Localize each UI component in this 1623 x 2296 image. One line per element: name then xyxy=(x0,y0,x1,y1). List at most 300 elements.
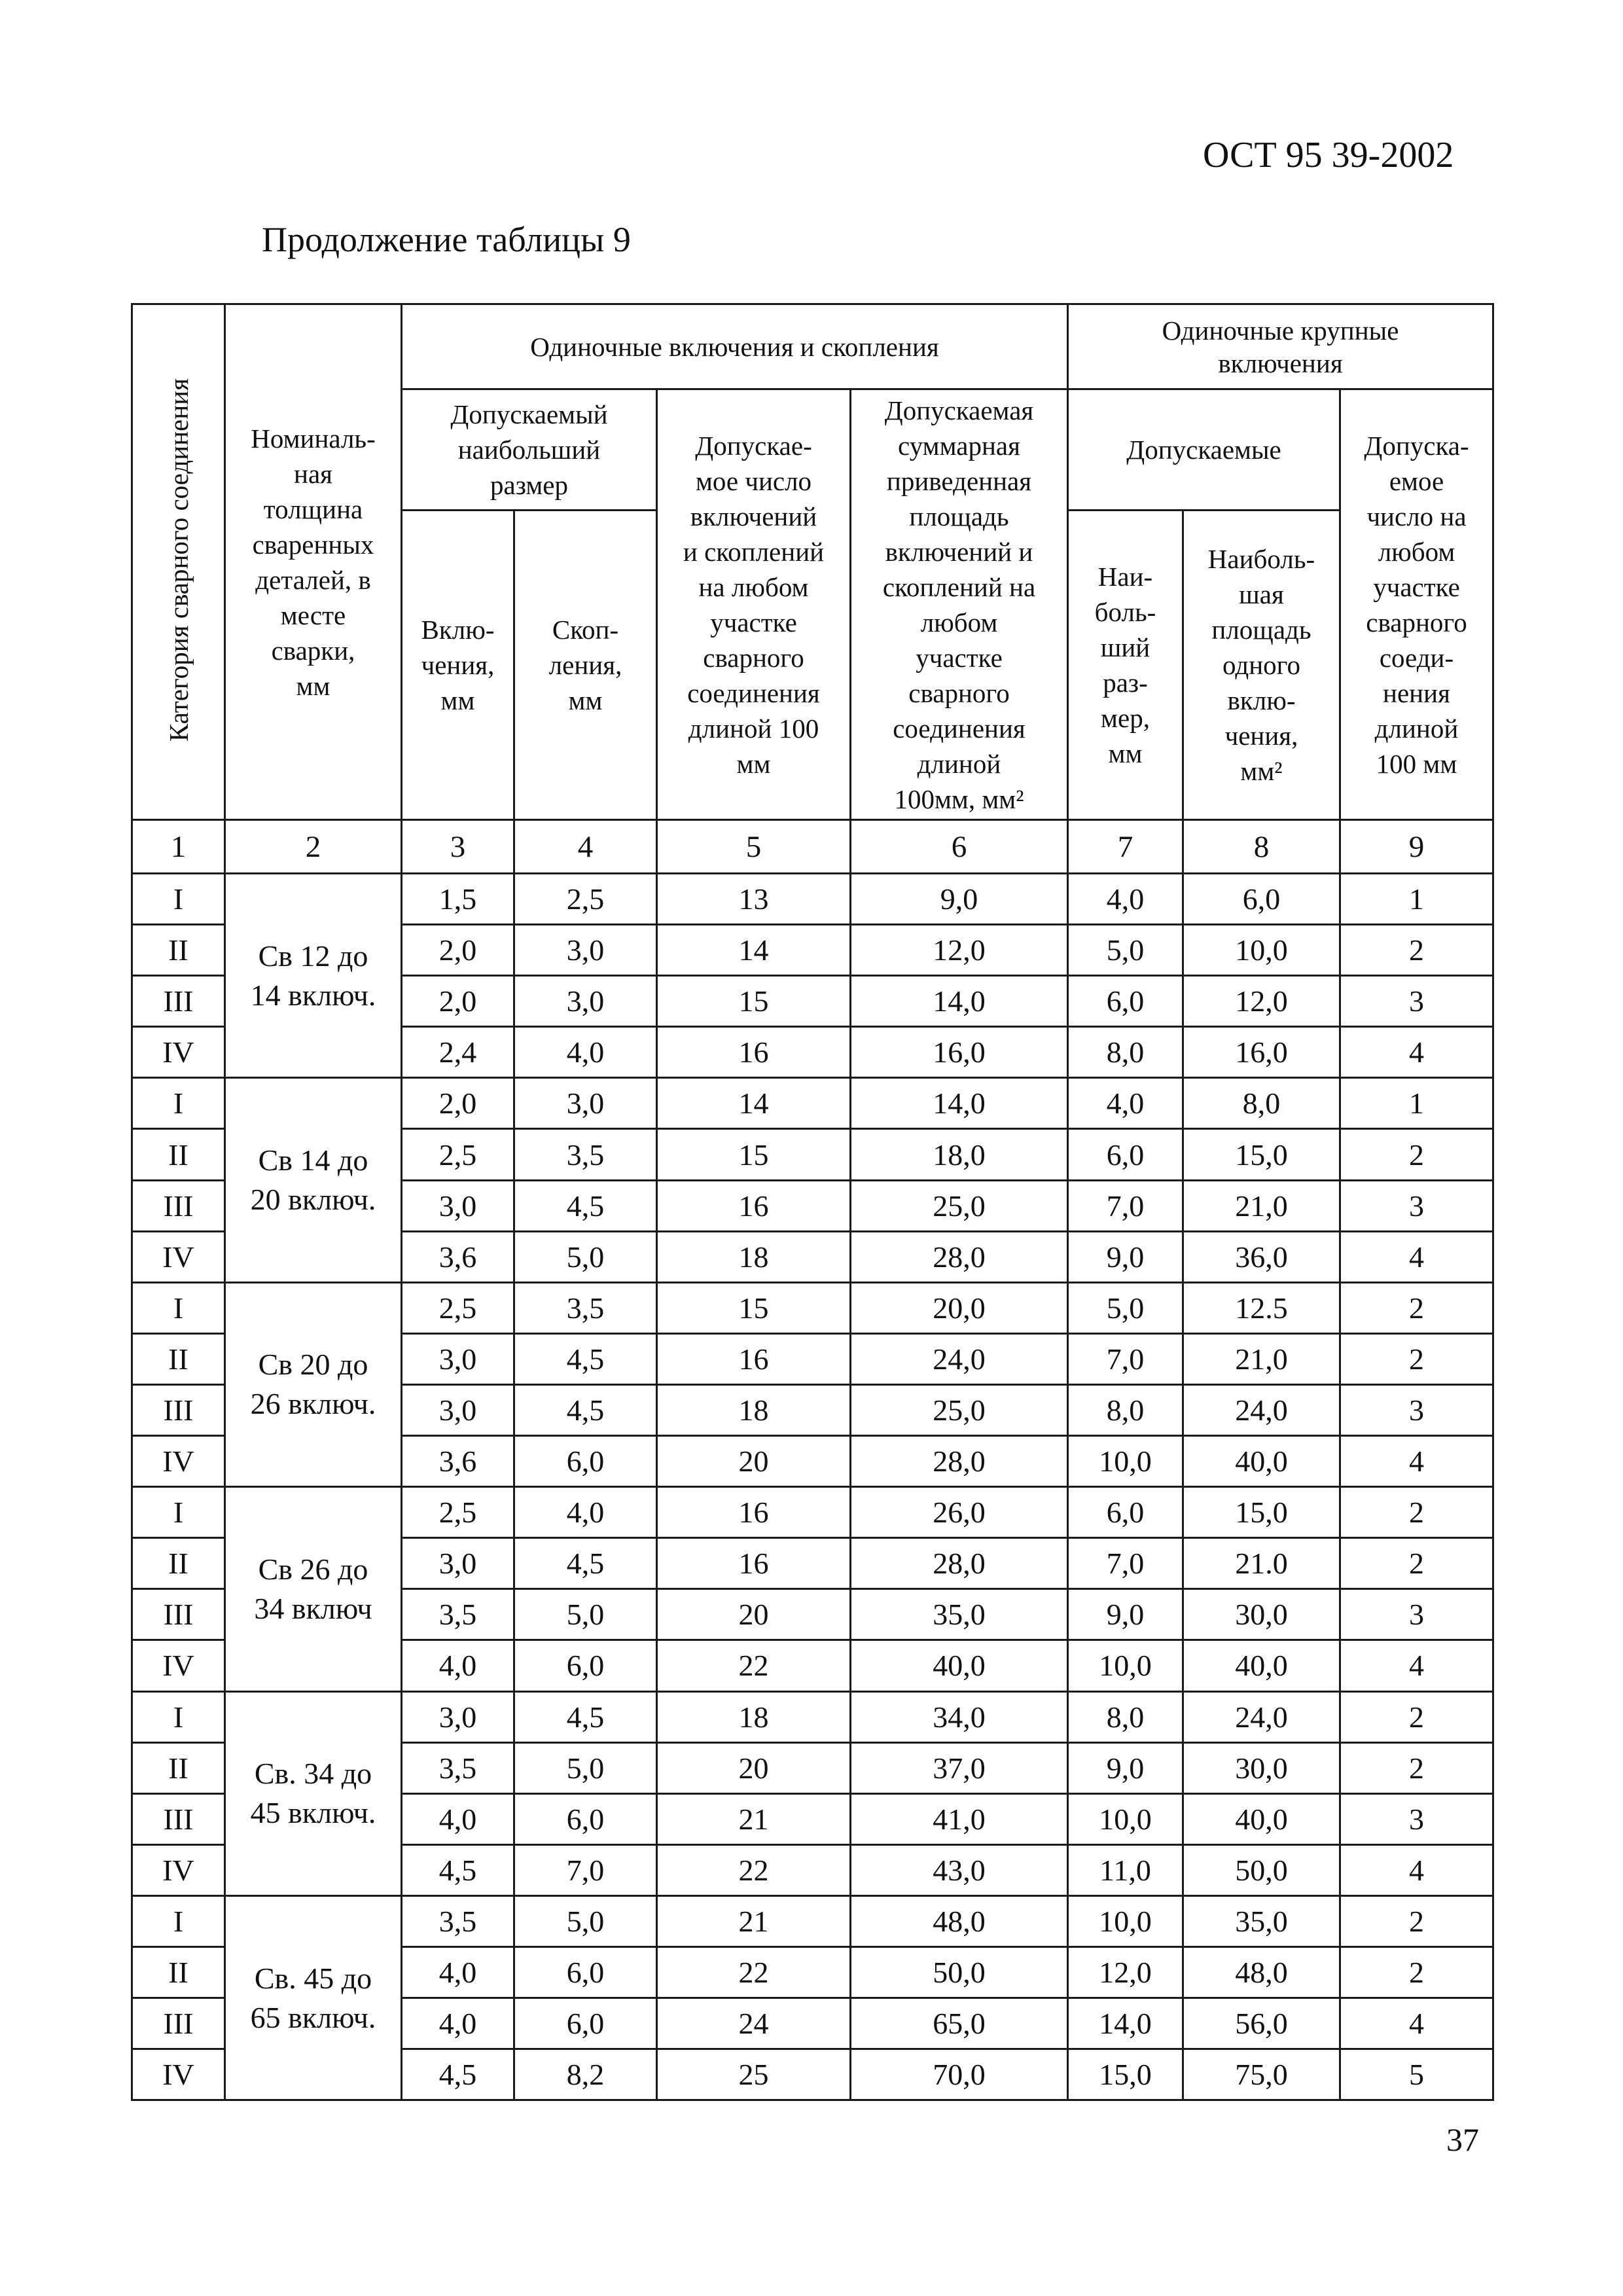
header-line: ления, xyxy=(548,650,622,680)
category-cell: II xyxy=(132,925,225,976)
large-area-cell: 15,0 xyxy=(1183,1129,1340,1180)
large-area-cell: 40,0 xyxy=(1183,1793,1340,1844)
cluster-size-cell: 4,5 xyxy=(514,1180,657,1231)
header-line: приведенная xyxy=(886,465,1032,496)
header-line: и скоплений xyxy=(683,536,825,567)
inclusion-size-cell: 2,0 xyxy=(402,976,514,1027)
header-line: мое число xyxy=(695,465,812,496)
cluster-size-cell: 4,5 xyxy=(514,1691,657,1742)
header-line: соединения xyxy=(893,713,1026,744)
table-row xyxy=(132,1078,1493,1129)
header-line: участке xyxy=(1373,571,1460,602)
thickness-line: 45 включ. xyxy=(250,1796,376,1830)
large-count-cell: 2 xyxy=(1340,1129,1493,1180)
header-line: 100мм, мм² xyxy=(894,783,1024,814)
total-area-cell: 28,0 xyxy=(851,1538,1068,1589)
large-area-cell: 21,0 xyxy=(1183,1333,1340,1384)
inclusion-size-cell: 3,6 xyxy=(402,1436,514,1487)
table-row xyxy=(132,1282,1493,1333)
category-cell: I xyxy=(132,1691,225,1742)
count-cell: 20 xyxy=(657,1742,851,1793)
header-line: мм xyxy=(568,685,603,715)
thickness-range xyxy=(225,1895,402,2100)
category-cell: I xyxy=(132,1895,225,1946)
large-size-cell: 15,0 xyxy=(1068,2049,1183,2100)
total-area-cell: 28,0 xyxy=(851,1231,1068,1282)
table-row xyxy=(132,1895,1493,1946)
thickness-range xyxy=(225,874,402,1078)
category-cell: III xyxy=(132,1793,225,1844)
header-line: сварного xyxy=(1366,607,1467,637)
inclusion-size-cell: 3,5 xyxy=(402,1895,514,1946)
header-line: площадь xyxy=(1211,615,1311,645)
table-row xyxy=(132,1691,1493,1742)
large-count-cell: 1 xyxy=(1340,874,1493,925)
header-inclusions xyxy=(402,511,514,820)
count-cell: 18 xyxy=(657,1384,851,1435)
inclusion-size-cell: 2,5 xyxy=(402,1282,514,1333)
header-large-group xyxy=(1068,304,1493,389)
category-cell: IV xyxy=(132,1844,225,1895)
total-area-cell: 28,0 xyxy=(851,1436,1068,1487)
category-cell: III xyxy=(132,1180,225,1231)
category-cell: III xyxy=(132,1589,225,1640)
total-area-cell: 14,0 xyxy=(851,976,1068,1027)
inclusion-size-cell: 4,5 xyxy=(402,1844,514,1895)
count-cell: 16 xyxy=(657,1487,851,1538)
header-line: вклю- xyxy=(1227,685,1296,715)
cluster-size-cell: 4,5 xyxy=(514,1333,657,1384)
table-row xyxy=(132,874,1493,925)
cluster-size-cell: 5,0 xyxy=(514,1895,657,1946)
inclusion-size-cell: 4,0 xyxy=(402,1998,514,2049)
inclusion-size-cell: 2,0 xyxy=(402,1078,514,1129)
large-size-cell: 8,0 xyxy=(1068,1384,1183,1435)
thickness-line: 14 включ. xyxy=(250,978,376,1012)
header-line: суммарная xyxy=(898,430,1020,461)
large-size-cell: 9,0 xyxy=(1068,1589,1183,1640)
header-line: мм xyxy=(736,748,771,779)
header-line: Вклю- xyxy=(421,615,495,645)
header-line: Наи- xyxy=(1097,562,1153,592)
column-number: 2 xyxy=(225,820,402,874)
count-cell: 22 xyxy=(657,1640,851,1691)
total-area-cell: 41,0 xyxy=(851,1793,1068,1844)
header-line: размер xyxy=(490,470,568,500)
large-area-cell: 75,0 xyxy=(1183,2049,1340,2100)
header-line: сварного xyxy=(703,642,804,673)
count-cell: 16 xyxy=(657,1538,851,1589)
header-line: мм² xyxy=(1240,756,1283,786)
large-count-cell: 2 xyxy=(1340,1538,1493,1589)
category-cell: III xyxy=(132,1998,225,2049)
large-area-cell: 16,0 xyxy=(1183,1027,1340,1078)
inclusion-size-cell: 3,6 xyxy=(402,1231,514,1282)
header-category-label: Категория сварного соединения xyxy=(163,378,194,742)
large-area-cell: 15,0 xyxy=(1183,1487,1340,1538)
large-count-cell: 3 xyxy=(1340,976,1493,1027)
header-line: 100 мм xyxy=(1376,748,1457,779)
large-area-cell: 8,0 xyxy=(1183,1078,1340,1129)
count-cell: 20 xyxy=(657,1436,851,1487)
inclusion-size-cell: 3,5 xyxy=(402,1742,514,1793)
large-size-cell: 8,0 xyxy=(1068,1027,1183,1078)
count-cell: 14 xyxy=(657,925,851,976)
large-size-cell: 11,0 xyxy=(1068,1844,1183,1895)
header-line: число на xyxy=(1366,501,1467,531)
cluster-size-cell: 8,2 xyxy=(514,2049,657,2100)
header-single-group: Одиночные включения и скопления xyxy=(402,304,1068,389)
large-size-cell: 10,0 xyxy=(1068,1895,1183,1946)
large-count-cell: 5 xyxy=(1340,2049,1493,2100)
thickness-line: 34 включ xyxy=(254,1591,372,1625)
thickness-line: Св. 45 до xyxy=(254,1961,372,1995)
large-area-cell: 40,0 xyxy=(1183,1640,1340,1691)
thickness-line: 65 включ. xyxy=(250,2000,376,2034)
header-large-count xyxy=(1340,389,1493,820)
large-size-cell: 4,0 xyxy=(1068,874,1183,925)
header-line: деталей, в xyxy=(255,564,371,595)
header-line: Одиночные крупные xyxy=(1162,315,1399,346)
count-cell: 16 xyxy=(657,1180,851,1231)
header-line: длиной 100 xyxy=(688,713,819,744)
large-count-cell: 3 xyxy=(1340,1384,1493,1435)
thickness-range xyxy=(225,1487,402,1691)
header-line: включений и xyxy=(885,536,1033,567)
total-area-cell: 18,0 xyxy=(851,1129,1068,1180)
header-line: мер, xyxy=(1101,703,1150,733)
total-area-cell: 48,0 xyxy=(851,1895,1068,1946)
thickness-range xyxy=(225,1691,402,1895)
count-cell: 15 xyxy=(657,1129,851,1180)
cluster-size-cell: 7,0 xyxy=(514,1844,657,1895)
large-count-cell: 2 xyxy=(1340,1742,1493,1793)
cluster-size-cell: 6,0 xyxy=(514,1946,657,1998)
header-max-size xyxy=(402,389,657,511)
cluster-size-cell: 3,0 xyxy=(514,1078,657,1129)
large-size-cell: 7,0 xyxy=(1068,1538,1183,1589)
header-count xyxy=(657,389,851,820)
large-count-cell: 2 xyxy=(1340,1487,1493,1538)
large-area-cell: 21.0 xyxy=(1183,1538,1340,1589)
large-area-cell: 21,0 xyxy=(1183,1180,1340,1231)
inclusion-size-cell: 3,0 xyxy=(402,1180,514,1231)
header-line: площадь xyxy=(909,501,1009,531)
header-line: месте xyxy=(280,600,346,630)
header-line: соеди- xyxy=(1379,642,1454,673)
inclusion-size-cell: 2,5 xyxy=(402,1129,514,1180)
total-area-cell: 12,0 xyxy=(851,925,1068,976)
total-area-cell: 9,0 xyxy=(851,874,1068,925)
column-number: 7 xyxy=(1068,820,1183,874)
header-line: Наиболь- xyxy=(1207,544,1315,574)
header-line: сварного xyxy=(908,677,1010,708)
inclusions-table xyxy=(131,303,1494,2101)
header-line: соединения xyxy=(687,677,820,708)
large-count-cell: 3 xyxy=(1340,1793,1493,1844)
large-size-cell: 10,0 xyxy=(1068,1640,1183,1691)
total-area-cell: 24,0 xyxy=(851,1333,1068,1384)
count-cell: 24 xyxy=(657,1998,851,2049)
header-line: включений xyxy=(690,501,817,531)
large-size-cell: 10,0 xyxy=(1068,1793,1183,1844)
total-area-cell: 26,0 xyxy=(851,1487,1068,1538)
large-area-cell: 24,0 xyxy=(1183,1384,1340,1435)
cluster-size-cell: 3,5 xyxy=(514,1129,657,1180)
large-area-cell: 40,0 xyxy=(1183,1436,1340,1487)
large-area-cell: 50,0 xyxy=(1183,1844,1340,1895)
column-number: 9 xyxy=(1340,820,1493,874)
header-category xyxy=(132,304,225,820)
header-line: шая xyxy=(1239,579,1284,609)
header-large-area xyxy=(1183,511,1340,820)
total-area-cell: 40,0 xyxy=(851,1640,1068,1691)
total-area-cell: 14,0 xyxy=(851,1078,1068,1129)
column-number: 6 xyxy=(851,820,1068,874)
thickness-range xyxy=(225,1282,402,1486)
header-line: участке xyxy=(916,642,1003,673)
header-allowed: Допускаемые xyxy=(1068,389,1340,511)
category-cell: II xyxy=(132,1333,225,1384)
category-cell: IV xyxy=(132,1231,225,1282)
count-cell: 25 xyxy=(657,2049,851,2100)
category-cell: I xyxy=(132,1487,225,1538)
header-line: сварки, xyxy=(271,635,355,666)
cluster-size-cell: 5,0 xyxy=(514,1589,657,1640)
thickness-line: Св 26 до xyxy=(258,1552,368,1586)
large-count-cell: 3 xyxy=(1340,1180,1493,1231)
category-cell: IV xyxy=(132,1436,225,1487)
header-line: длиной xyxy=(917,748,1001,779)
column-number: 4 xyxy=(514,820,657,874)
header-line: одного xyxy=(1222,650,1300,680)
table-row xyxy=(132,1487,1493,1538)
thickness-range xyxy=(225,1078,402,1282)
count-cell: 16 xyxy=(657,1333,851,1384)
large-count-cell: 2 xyxy=(1340,1895,1493,1946)
cluster-size-cell: 3,5 xyxy=(514,1282,657,1333)
large-count-cell: 4 xyxy=(1340,1231,1493,1282)
header-line: нения xyxy=(1383,677,1450,708)
count-cell: 14 xyxy=(657,1078,851,1129)
header-line: наибольший xyxy=(457,435,601,465)
large-area-cell: 48,0 xyxy=(1183,1946,1340,1998)
header-line: Допуска- xyxy=(1364,430,1469,461)
inclusion-size-cell: 2,5 xyxy=(402,1487,514,1538)
large-area-cell: 56,0 xyxy=(1183,1998,1340,2049)
header-line: Допускаемая xyxy=(884,395,1034,425)
inclusion-size-cell: 3,0 xyxy=(402,1691,514,1742)
count-cell: 16 xyxy=(657,1027,851,1078)
total-area-cell: 43,0 xyxy=(851,1844,1068,1895)
total-area-cell: 35,0 xyxy=(851,1589,1068,1640)
large-size-cell: 6,0 xyxy=(1068,976,1183,1027)
large-area-cell: 35,0 xyxy=(1183,1895,1340,1946)
count-cell: 15 xyxy=(657,1282,851,1333)
header-line: чения, xyxy=(1224,721,1298,751)
total-area-cell: 65,0 xyxy=(851,1998,1068,2049)
inclusion-size-cell: 3,0 xyxy=(402,1384,514,1435)
header-line: толщина xyxy=(263,493,363,524)
cluster-size-cell: 6,0 xyxy=(514,1793,657,1844)
cluster-size-cell: 4,5 xyxy=(514,1384,657,1435)
category-cell: IV xyxy=(132,1027,225,1078)
inclusion-size-cell: 2,0 xyxy=(402,925,514,976)
header-line: Номиналь- xyxy=(251,423,376,454)
large-size-cell: 8,0 xyxy=(1068,1691,1183,1742)
category-cell: III xyxy=(132,976,225,1027)
header-line: раз- xyxy=(1103,668,1148,698)
thickness-line: Св 14 до xyxy=(258,1143,368,1177)
cluster-size-cell: 4,0 xyxy=(514,1027,657,1078)
column-number: 1 xyxy=(132,820,225,874)
large-size-cell: 12,0 xyxy=(1068,1946,1183,1998)
inclusion-size-cell: 2,4 xyxy=(402,1027,514,1078)
inclusion-size-cell: 4,0 xyxy=(402,1793,514,1844)
cluster-size-cell: 5,0 xyxy=(514,1231,657,1282)
large-size-cell: 5,0 xyxy=(1068,925,1183,976)
total-area-cell: 34,0 xyxy=(851,1691,1068,1742)
category-cell: IV xyxy=(132,2049,225,2100)
large-area-cell: 6,0 xyxy=(1183,874,1340,925)
header-line: мм xyxy=(1108,738,1143,768)
thickness-line: 20 включ. xyxy=(250,1183,376,1217)
header-line: скоплений на xyxy=(882,571,1036,602)
cluster-size-cell: 5,0 xyxy=(514,1742,657,1793)
count-cell: 18 xyxy=(657,1691,851,1742)
header-line: длиной xyxy=(1374,713,1459,744)
large-count-cell: 2 xyxy=(1340,1946,1493,1998)
header-line: Скоп- xyxy=(552,615,619,645)
header-clusters xyxy=(514,511,657,820)
large-size-cell: 5,0 xyxy=(1068,1282,1183,1333)
inclusion-size-cell: 4,0 xyxy=(402,1946,514,1998)
total-area-cell: 16,0 xyxy=(851,1027,1068,1078)
header-line: участке xyxy=(710,607,797,637)
header-line: емое xyxy=(1389,465,1444,496)
total-area-cell: 20,0 xyxy=(851,1282,1068,1333)
large-count-cell: 2 xyxy=(1340,1333,1493,1384)
inclusion-size-cell: 3,5 xyxy=(402,1589,514,1640)
category-cell: II xyxy=(132,1538,225,1589)
cluster-size-cell: 3,0 xyxy=(514,976,657,1027)
total-area-cell: 25,0 xyxy=(851,1384,1068,1435)
header-line: любом xyxy=(920,607,998,637)
category-cell: I xyxy=(132,1282,225,1333)
column-number: 8 xyxy=(1183,820,1340,874)
large-size-cell: 6,0 xyxy=(1068,1129,1183,1180)
header-line: чения, xyxy=(421,650,495,680)
large-area-cell: 10,0 xyxy=(1183,925,1340,976)
thickness-line: Св. 34 до xyxy=(254,1757,372,1791)
count-cell: 15 xyxy=(657,976,851,1027)
inclusion-size-cell: 3,0 xyxy=(402,1333,514,1384)
large-size-cell: 9,0 xyxy=(1068,1231,1183,1282)
category-cell: II xyxy=(132,1129,225,1180)
inclusion-size-cell: 3,0 xyxy=(402,1538,514,1589)
cluster-size-cell: 3,0 xyxy=(514,925,657,976)
cluster-size-cell: 4,0 xyxy=(514,1487,657,1538)
large-count-cell: 4 xyxy=(1340,1998,1493,2049)
cluster-size-cell: 2,5 xyxy=(514,874,657,925)
cluster-size-cell: 6,0 xyxy=(514,1436,657,1487)
large-count-cell: 2 xyxy=(1340,1282,1493,1333)
large-size-cell: 10,0 xyxy=(1068,1436,1183,1487)
inclusion-size-cell: 4,0 xyxy=(402,1640,514,1691)
large-count-cell: 2 xyxy=(1340,925,1493,976)
count-cell: 13 xyxy=(657,874,851,925)
category-cell: II xyxy=(132,1742,225,1793)
large-count-cell: 4 xyxy=(1340,1640,1493,1691)
cluster-size-cell: 6,0 xyxy=(514,1998,657,2049)
header-large-size xyxy=(1068,511,1183,820)
category-cell: I xyxy=(132,1078,225,1129)
count-cell: 20 xyxy=(657,1589,851,1640)
header-line: ная xyxy=(294,458,332,489)
total-area-cell: 37,0 xyxy=(851,1742,1068,1793)
thickness-line: Св 12 до xyxy=(258,939,368,973)
header-line: сваренных xyxy=(252,529,374,560)
category-cell: II xyxy=(132,1946,225,1998)
header-line: Допускае- xyxy=(695,430,812,461)
header-line: Допускаемый xyxy=(450,399,608,429)
header-line: боль- xyxy=(1094,597,1156,627)
column-numbers-row xyxy=(132,820,1493,874)
category-cell: IV xyxy=(132,1640,225,1691)
large-area-cell: 30,0 xyxy=(1183,1589,1340,1640)
header-line: включения xyxy=(1218,348,1343,378)
header-line: на любом xyxy=(698,571,809,602)
thickness-line: Св 20 до xyxy=(258,1348,368,1382)
count-cell: 18 xyxy=(657,1231,851,1282)
large-area-cell: 12.5 xyxy=(1183,1282,1340,1333)
inclusion-size-cell: 1,5 xyxy=(402,874,514,925)
header-area xyxy=(851,389,1068,820)
count-cell: 22 xyxy=(657,1844,851,1895)
large-size-cell: 4,0 xyxy=(1068,1078,1183,1129)
large-area-cell: 30,0 xyxy=(1183,1742,1340,1793)
large-count-cell: 3 xyxy=(1340,1589,1493,1640)
count-cell: 21 xyxy=(657,1793,851,1844)
large-area-cell: 12,0 xyxy=(1183,976,1340,1027)
total-area-cell: 25,0 xyxy=(851,1180,1068,1231)
header-line: любом xyxy=(1378,536,1455,567)
large-count-cell: 4 xyxy=(1340,1436,1493,1487)
large-size-cell: 7,0 xyxy=(1068,1180,1183,1231)
total-area-cell: 50,0 xyxy=(851,1946,1068,1998)
large-size-cell: 7,0 xyxy=(1068,1333,1183,1384)
large-size-cell: 9,0 xyxy=(1068,1742,1183,1793)
total-area-cell: 70,0 xyxy=(851,2049,1068,2100)
category-cell: III xyxy=(132,1384,225,1435)
large-count-cell: 4 xyxy=(1340,1844,1493,1895)
cluster-size-cell: 6,0 xyxy=(514,1640,657,1691)
category-cell: I xyxy=(132,874,225,925)
header-line: ший xyxy=(1100,632,1150,662)
large-area-cell: 36,0 xyxy=(1183,1231,1340,1282)
large-count-cell: 2 xyxy=(1340,1691,1493,1742)
large-area-cell: 24,0 xyxy=(1183,1691,1340,1742)
large-size-cell: 14,0 xyxy=(1068,1998,1183,2049)
document-code: ОСТ 95 39-2002 xyxy=(1203,135,1454,175)
header-thickness xyxy=(225,304,402,820)
thickness-line: 26 включ. xyxy=(250,1387,376,1421)
table-caption: Продолжение таблицы 9 xyxy=(262,220,631,259)
header-line: мм xyxy=(440,685,475,715)
large-size-cell: 6,0 xyxy=(1068,1487,1183,1538)
column-number: 3 xyxy=(402,820,514,874)
page-number: 37 xyxy=(1446,2121,1479,2158)
